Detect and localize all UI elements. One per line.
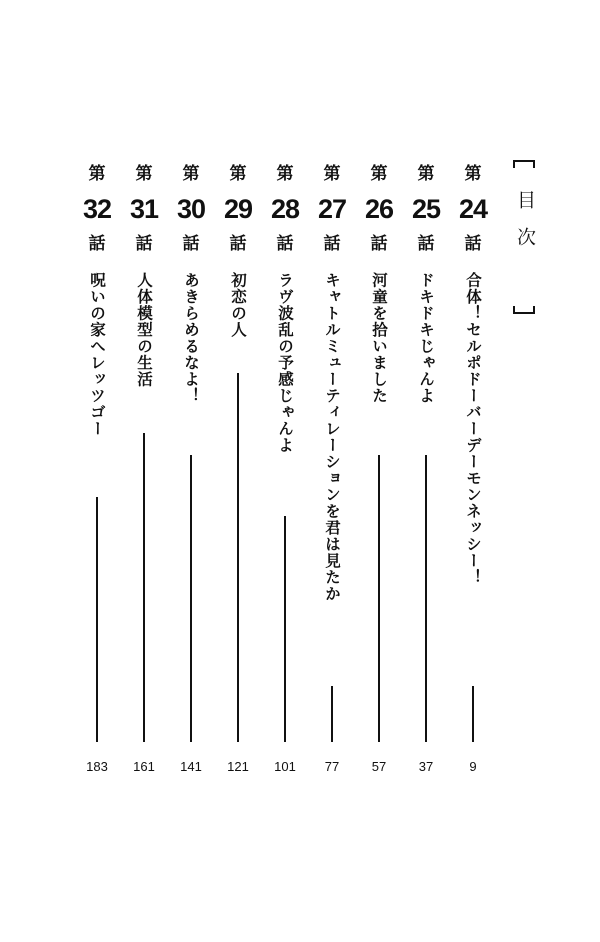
leader-line bbox=[425, 455, 427, 742]
chapter-title: ラヴ波乱の予感じゃんよ bbox=[276, 272, 294, 454]
chapter-suffix: 話 bbox=[417, 234, 435, 254]
chapter-prefix: 第 bbox=[229, 164, 247, 184]
chapter-entry[interactable] bbox=[265, 0, 305, 942]
chapter-entry[interactable] bbox=[124, 0, 164, 942]
chapter-number: 25 bbox=[411, 194, 441, 224]
heading-bracket-top bbox=[513, 160, 535, 168]
chapter-prefix: 第 bbox=[417, 164, 435, 184]
chapter-entry[interactable] bbox=[312, 0, 352, 942]
chapter-number: 31 bbox=[129, 194, 159, 224]
leader-line bbox=[331, 686, 333, 742]
leader-line bbox=[378, 455, 380, 742]
chapter-suffix: 話 bbox=[323, 234, 341, 254]
page-number: 121 bbox=[227, 759, 249, 774]
chapter-suffix: 話 bbox=[464, 234, 482, 254]
chapter-title: あきらめるなよ！ bbox=[182, 272, 200, 404]
page-number: 161 bbox=[133, 759, 155, 774]
chapter-entry[interactable] bbox=[453, 0, 493, 942]
page-number: 9 bbox=[469, 759, 477, 774]
chapter-title: 呪いの家へレッツゴー bbox=[88, 272, 106, 437]
page-number: 57 bbox=[371, 759, 387, 774]
leader-line bbox=[190, 455, 192, 742]
chapter-title: キャトルミューティレーションを君は見たか bbox=[323, 272, 341, 602]
chapter-title: 初恋の人 bbox=[229, 272, 247, 338]
chapter-suffix: 話 bbox=[182, 234, 200, 254]
chapter-number: 28 bbox=[270, 194, 300, 224]
leader-line bbox=[472, 686, 474, 742]
chapter-suffix: 話 bbox=[229, 234, 247, 254]
chapter-title: 合体！セルポドーバーデーモンネッシー！ bbox=[464, 272, 482, 586]
chapter-number: 32 bbox=[82, 194, 112, 224]
chapter-entry[interactable] bbox=[406, 0, 446, 942]
chapter-number: 30 bbox=[176, 194, 206, 224]
chapter-number: 26 bbox=[364, 194, 394, 224]
chapter-suffix: 話 bbox=[135, 234, 153, 254]
leader-line bbox=[143, 433, 145, 742]
chapter-prefix: 第 bbox=[464, 164, 482, 184]
page-number: 101 bbox=[274, 759, 296, 774]
leader-line bbox=[237, 373, 239, 742]
chapter-prefix: 第 bbox=[135, 164, 153, 184]
chapter-number: 29 bbox=[223, 194, 253, 224]
chapter-prefix: 第 bbox=[370, 164, 388, 184]
chapter-title: ドキドキじゃんよ bbox=[417, 272, 435, 404]
chapter-entry[interactable] bbox=[77, 0, 117, 942]
page-number: 141 bbox=[180, 759, 202, 774]
leader-line bbox=[284, 516, 286, 742]
chapter-entry[interactable] bbox=[218, 0, 258, 942]
page-number: 183 bbox=[86, 759, 108, 774]
chapter-number: 24 bbox=[458, 194, 488, 224]
chapter-title: 人体模型の生活 bbox=[135, 272, 153, 388]
chapter-number: 27 bbox=[317, 194, 347, 224]
chapter-title: 河童を拾いました bbox=[370, 272, 388, 404]
chapter-suffix: 話 bbox=[276, 234, 294, 254]
heading-bracket-bottom bbox=[513, 306, 535, 314]
page-number: 77 bbox=[324, 759, 340, 774]
leader-line bbox=[96, 497, 98, 742]
toc-heading bbox=[505, 150, 545, 322]
chapter-prefix: 第 bbox=[276, 164, 294, 184]
chapter-suffix: 話 bbox=[370, 234, 388, 254]
chapter-prefix: 第 bbox=[182, 164, 200, 184]
chapter-prefix: 第 bbox=[88, 164, 106, 184]
toc-heading-text: 目次 bbox=[514, 190, 536, 264]
chapter-prefix: 第 bbox=[323, 164, 341, 184]
chapter-entry[interactable] bbox=[359, 0, 399, 942]
chapter-suffix: 話 bbox=[88, 234, 106, 254]
chapter-entry[interactable] bbox=[171, 0, 211, 942]
page-number: 37 bbox=[418, 759, 434, 774]
